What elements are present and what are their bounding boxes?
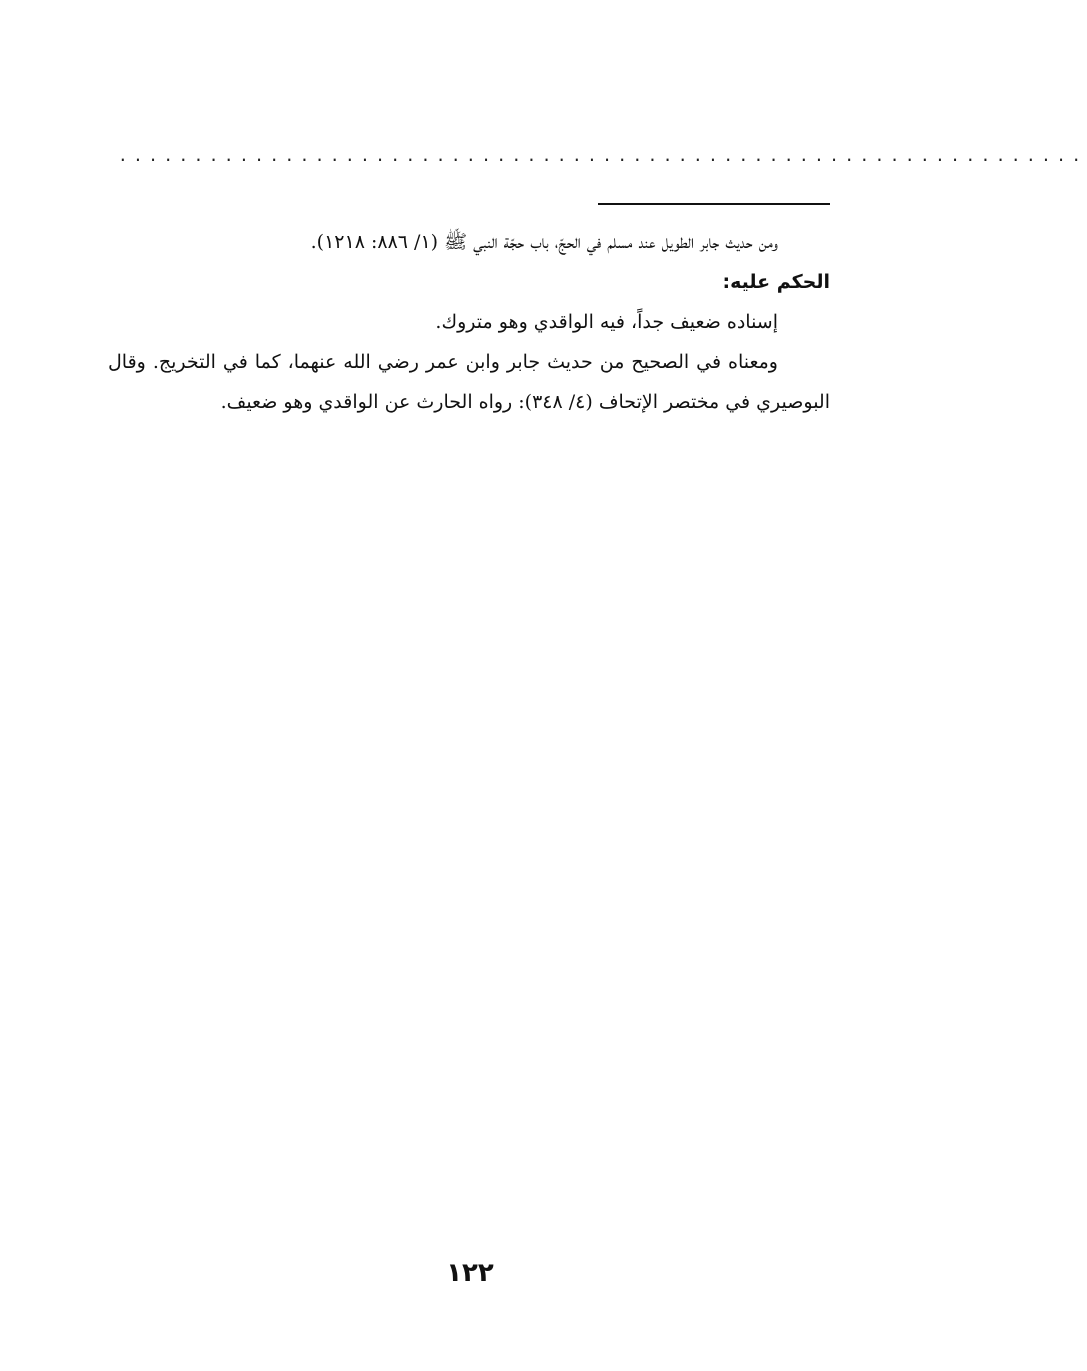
ruling-paragraph-2: ومعناه في الصحيح من حديث جابر وابن عمر رضي الله عنهما، كما في التخريج. وقال البوصيري في مختصر الإتحاف (٤/ ٣٤٨): رواه الحارث عن الواقدي وهو ضعيف. xyxy=(108,351,830,413)
ruling-paragraph-1: إسناده ضعيف جداً، فيه الواقدي وهو متروك. xyxy=(435,311,778,333)
footnote-paragraph: ومن حديث جابر الطويل عند مسلم في الحجّ، باب حجّة النبي ﷺ (١/ ٨٨٦: ١٢١٨). xyxy=(310,231,778,253)
page-number: ١٢٢ xyxy=(446,1258,494,1288)
text-body xyxy=(108,222,830,422)
separator-dots: ................................................................ xyxy=(118,146,1087,165)
ruling-heading: الحكم عليه: xyxy=(722,271,830,293)
footnote-rule xyxy=(598,203,830,205)
